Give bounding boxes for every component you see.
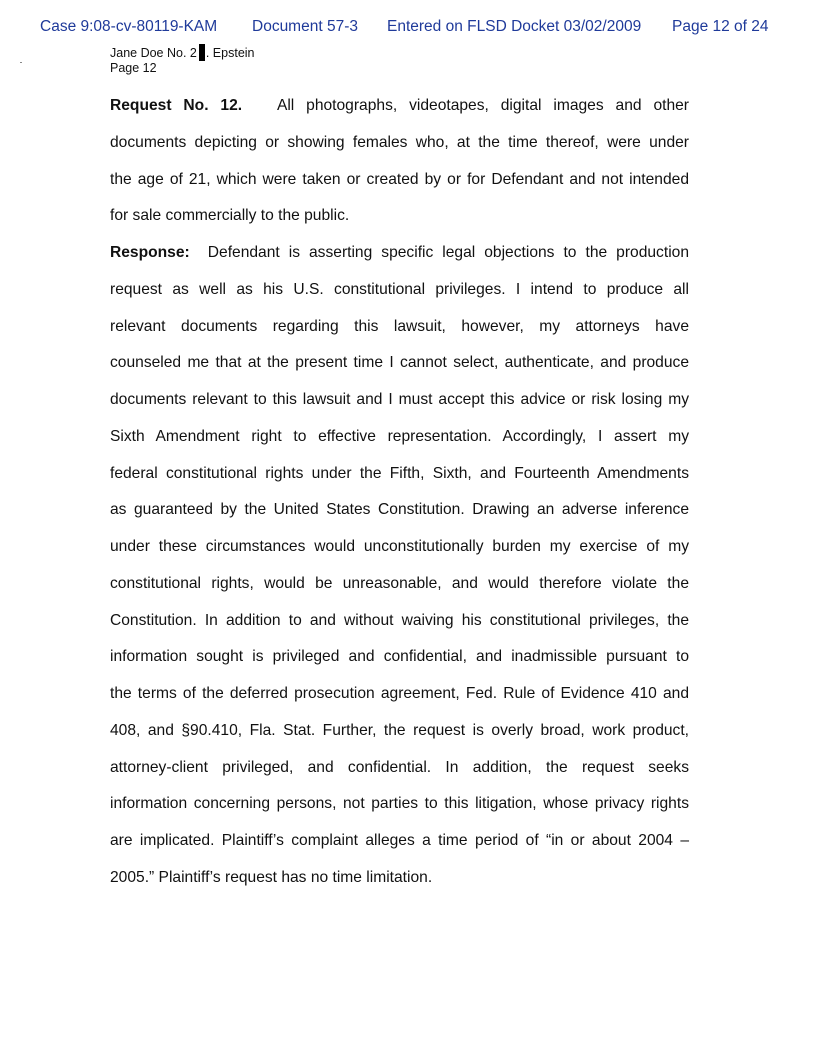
- case-number: Case 9:08-cv-80119-KAM: [40, 18, 218, 35]
- request-label: Request No. 12.: [110, 97, 243, 114]
- response-line: Response: Defendant is asserting specific legal objections to the production: [110, 244, 689, 261]
- request-line: for sale commercially to the public.: [110, 207, 350, 225]
- response-line: constitutional rights, would be unreasonable, and would therefore violate the: [110, 574, 689, 592]
- case-caption: [110, 44, 255, 61]
- response-line: documents relevant to this lawsuit and I must accept this advice or risk losing my: [110, 391, 689, 408]
- caption-page-number: Page 12: [110, 61, 157, 75]
- response-paragraph: [110, 235, 689, 897]
- response-line: counseled me that at the present time I cannot select, authenticate, and produce: [110, 354, 689, 372]
- request-paragraph: [110, 88, 689, 235]
- running-header: [110, 44, 255, 76]
- response-line: Constitution. In addition to and without waiving his constitutional privileges, the: [110, 611, 689, 629]
- response-line: request as well as his U.S. constitutional privileges. I intend to produce all: [110, 280, 689, 298]
- document-body: [110, 88, 689, 897]
- response-line: 408, and §90.410, Fla. Stat. Further, the request is overly broad, work product,: [110, 721, 689, 739]
- response-line: are implicated. Plaintiff’s complaint alleges a time period of “in or about 2004 –: [110, 832, 689, 849]
- scan-speck: [20, 62, 22, 63]
- response-line: 2005.” Plaintiff’s request has no time limitation.: [110, 868, 433, 886]
- response-line: information sought is privileged and confidential, and inadmissible pursuant to: [110, 648, 689, 666]
- redaction-bar: [199, 44, 205, 61]
- response-line: as guaranteed by the United States Constitution. Drawing an adverse inference: [110, 501, 689, 519]
- response-line: attorney-client privileged, and confidential. In addition, the request seeks: [110, 758, 689, 776]
- response-line: Sixth Amendment right to effective representation. Accordingly, I assert my: [110, 427, 689, 445]
- court-filing-stamp: [40, 18, 817, 38]
- caption-plaintiff: Jane Doe No. 2: [110, 46, 197, 60]
- response-label: Response:: [110, 244, 190, 261]
- response-line: information concerning persons, not parties to this litigation, whose privacy rights: [110, 795, 689, 813]
- page-count: Page 12 of 24: [672, 18, 769, 35]
- request-line: Request No. 12. All photographs, videotapes, digital images and other: [110, 97, 689, 114]
- document-number: Document 57-3: [252, 18, 358, 35]
- response-line: relevant documents regarding this lawsuit, however, my attorneys have: [110, 317, 689, 335]
- response-line: under these circumstances would unconstitutionally burden my exercise of my: [110, 538, 689, 555]
- request-line: documents depicting or showing females who, at the time thereof, were under: [110, 133, 689, 151]
- request-line: the age of 21, which were taken or created by or for Defendant and not intended: [110, 170, 689, 188]
- response-line: the terms of the deferred prosecution agreement, Fed. Rule of Evidence 410 and: [110, 685, 689, 702]
- docket-entry-date: Entered on FLSD Docket 03/02/2009: [387, 18, 642, 35]
- caption-defendant: . Epstein: [205, 46, 255, 60]
- response-line: federal constitutional rights under the Fifth, Sixth, and Fourteenth Amendments: [110, 464, 689, 482]
